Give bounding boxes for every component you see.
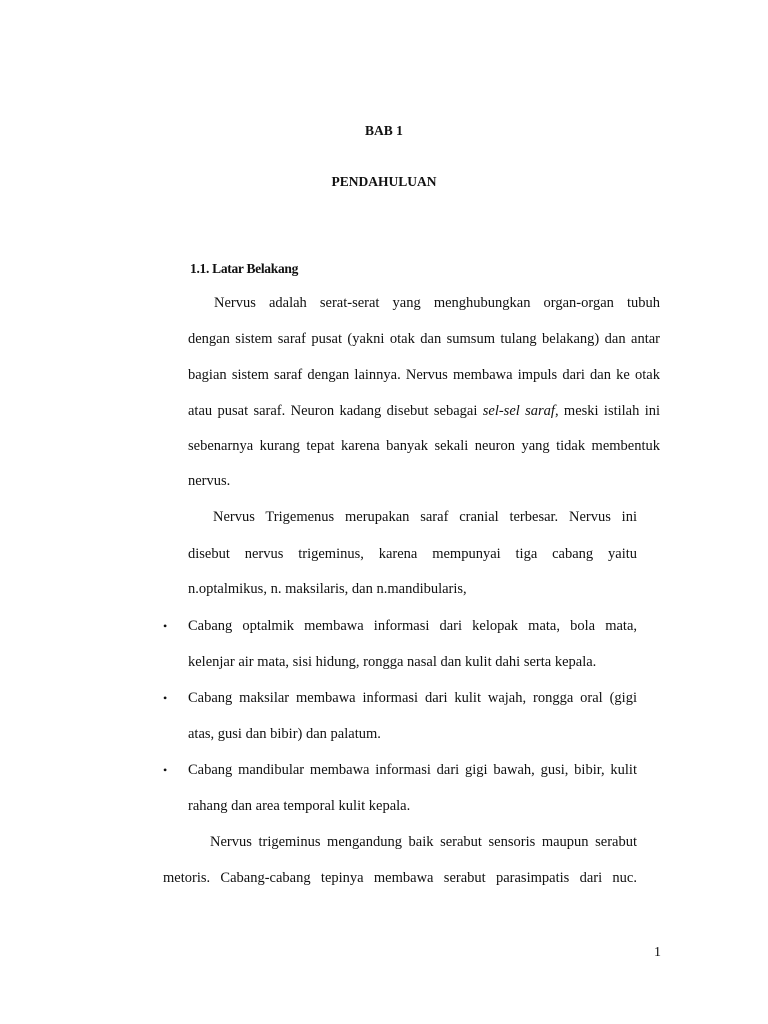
italic-term: sel-sel saraf bbox=[482, 403, 555, 419]
bullet-marker: • bbox=[163, 619, 168, 633]
paragraph-line: Nervus adalah serat-serat yang menghubungkan organ-organ tubuh bbox=[214, 295, 660, 311]
paragraph-line: n.optalmikus, n. maksilaris, dan n.mandibularis, bbox=[188, 581, 467, 597]
chapter-heading: BAB 1 bbox=[365, 123, 403, 138]
list-item: atas, gusi dan bibir) dan palatum. bbox=[188, 726, 381, 742]
paragraph-line: metoris. Cabang-cabang tepinya membawa serabut parasimpatis dari nuc. bbox=[163, 870, 637, 886]
paragraph-line: bagian sistem saraf dengan lainnya. Nervus membawa impuls dari dan ke otak bbox=[188, 367, 660, 383]
list-item: kelenjar air mata, sisi hidung, rongga nasal dan kulit dahi serta kepala. bbox=[188, 654, 597, 670]
paragraph-line: Nervus trigeminus mengandung baik serabut sensoris maupun serabut bbox=[210, 834, 637, 850]
list-item: Cabang optalmik membawa informasi dari kelopak mata, bola mata, bbox=[188, 618, 637, 634]
list-item: Cabang maksilar membawa informasi dari kulit wajah, rongga oral (gigi bbox=[188, 690, 637, 706]
paragraph-line: sebenarnya kurang tepat karena banyak sekali neuron yang tidak membentuk bbox=[188, 438, 660, 454]
page-number: 1 bbox=[654, 945, 661, 960]
paragraph-line: nervus. bbox=[188, 473, 231, 489]
paragraph-line: dengan sistem saraf pusat (yakni otak dan sumsum tulang belakang) dan antar bbox=[188, 331, 660, 347]
paragraph-line: Nervus Trigemenus merupakan saraf cranial terbesar. Nervus ini bbox=[213, 509, 637, 525]
bullet-marker: • bbox=[163, 763, 168, 777]
list-item: Cabang mandibular membawa informasi dari gigi bawah, gusi, bibir, kulit bbox=[188, 762, 637, 778]
paragraph-line: disebut nervus trigeminus, karena mempunyai tiga cabang yaitu bbox=[188, 546, 637, 562]
bullet-marker: • bbox=[163, 691, 168, 705]
paragraph-line bbox=[188, 402, 660, 420]
section-heading: 1.1. Latar Belakang bbox=[190, 261, 299, 276]
chapter-title: PENDAHULUAN bbox=[331, 174, 437, 189]
text-run: , meski istilah ini bbox=[554, 403, 661, 419]
text-run: atau pusat saraf. Neuron kadang disebut sebagai bbox=[188, 403, 483, 419]
list-item: rahang dan area temporal kulit kepala. bbox=[188, 798, 411, 814]
